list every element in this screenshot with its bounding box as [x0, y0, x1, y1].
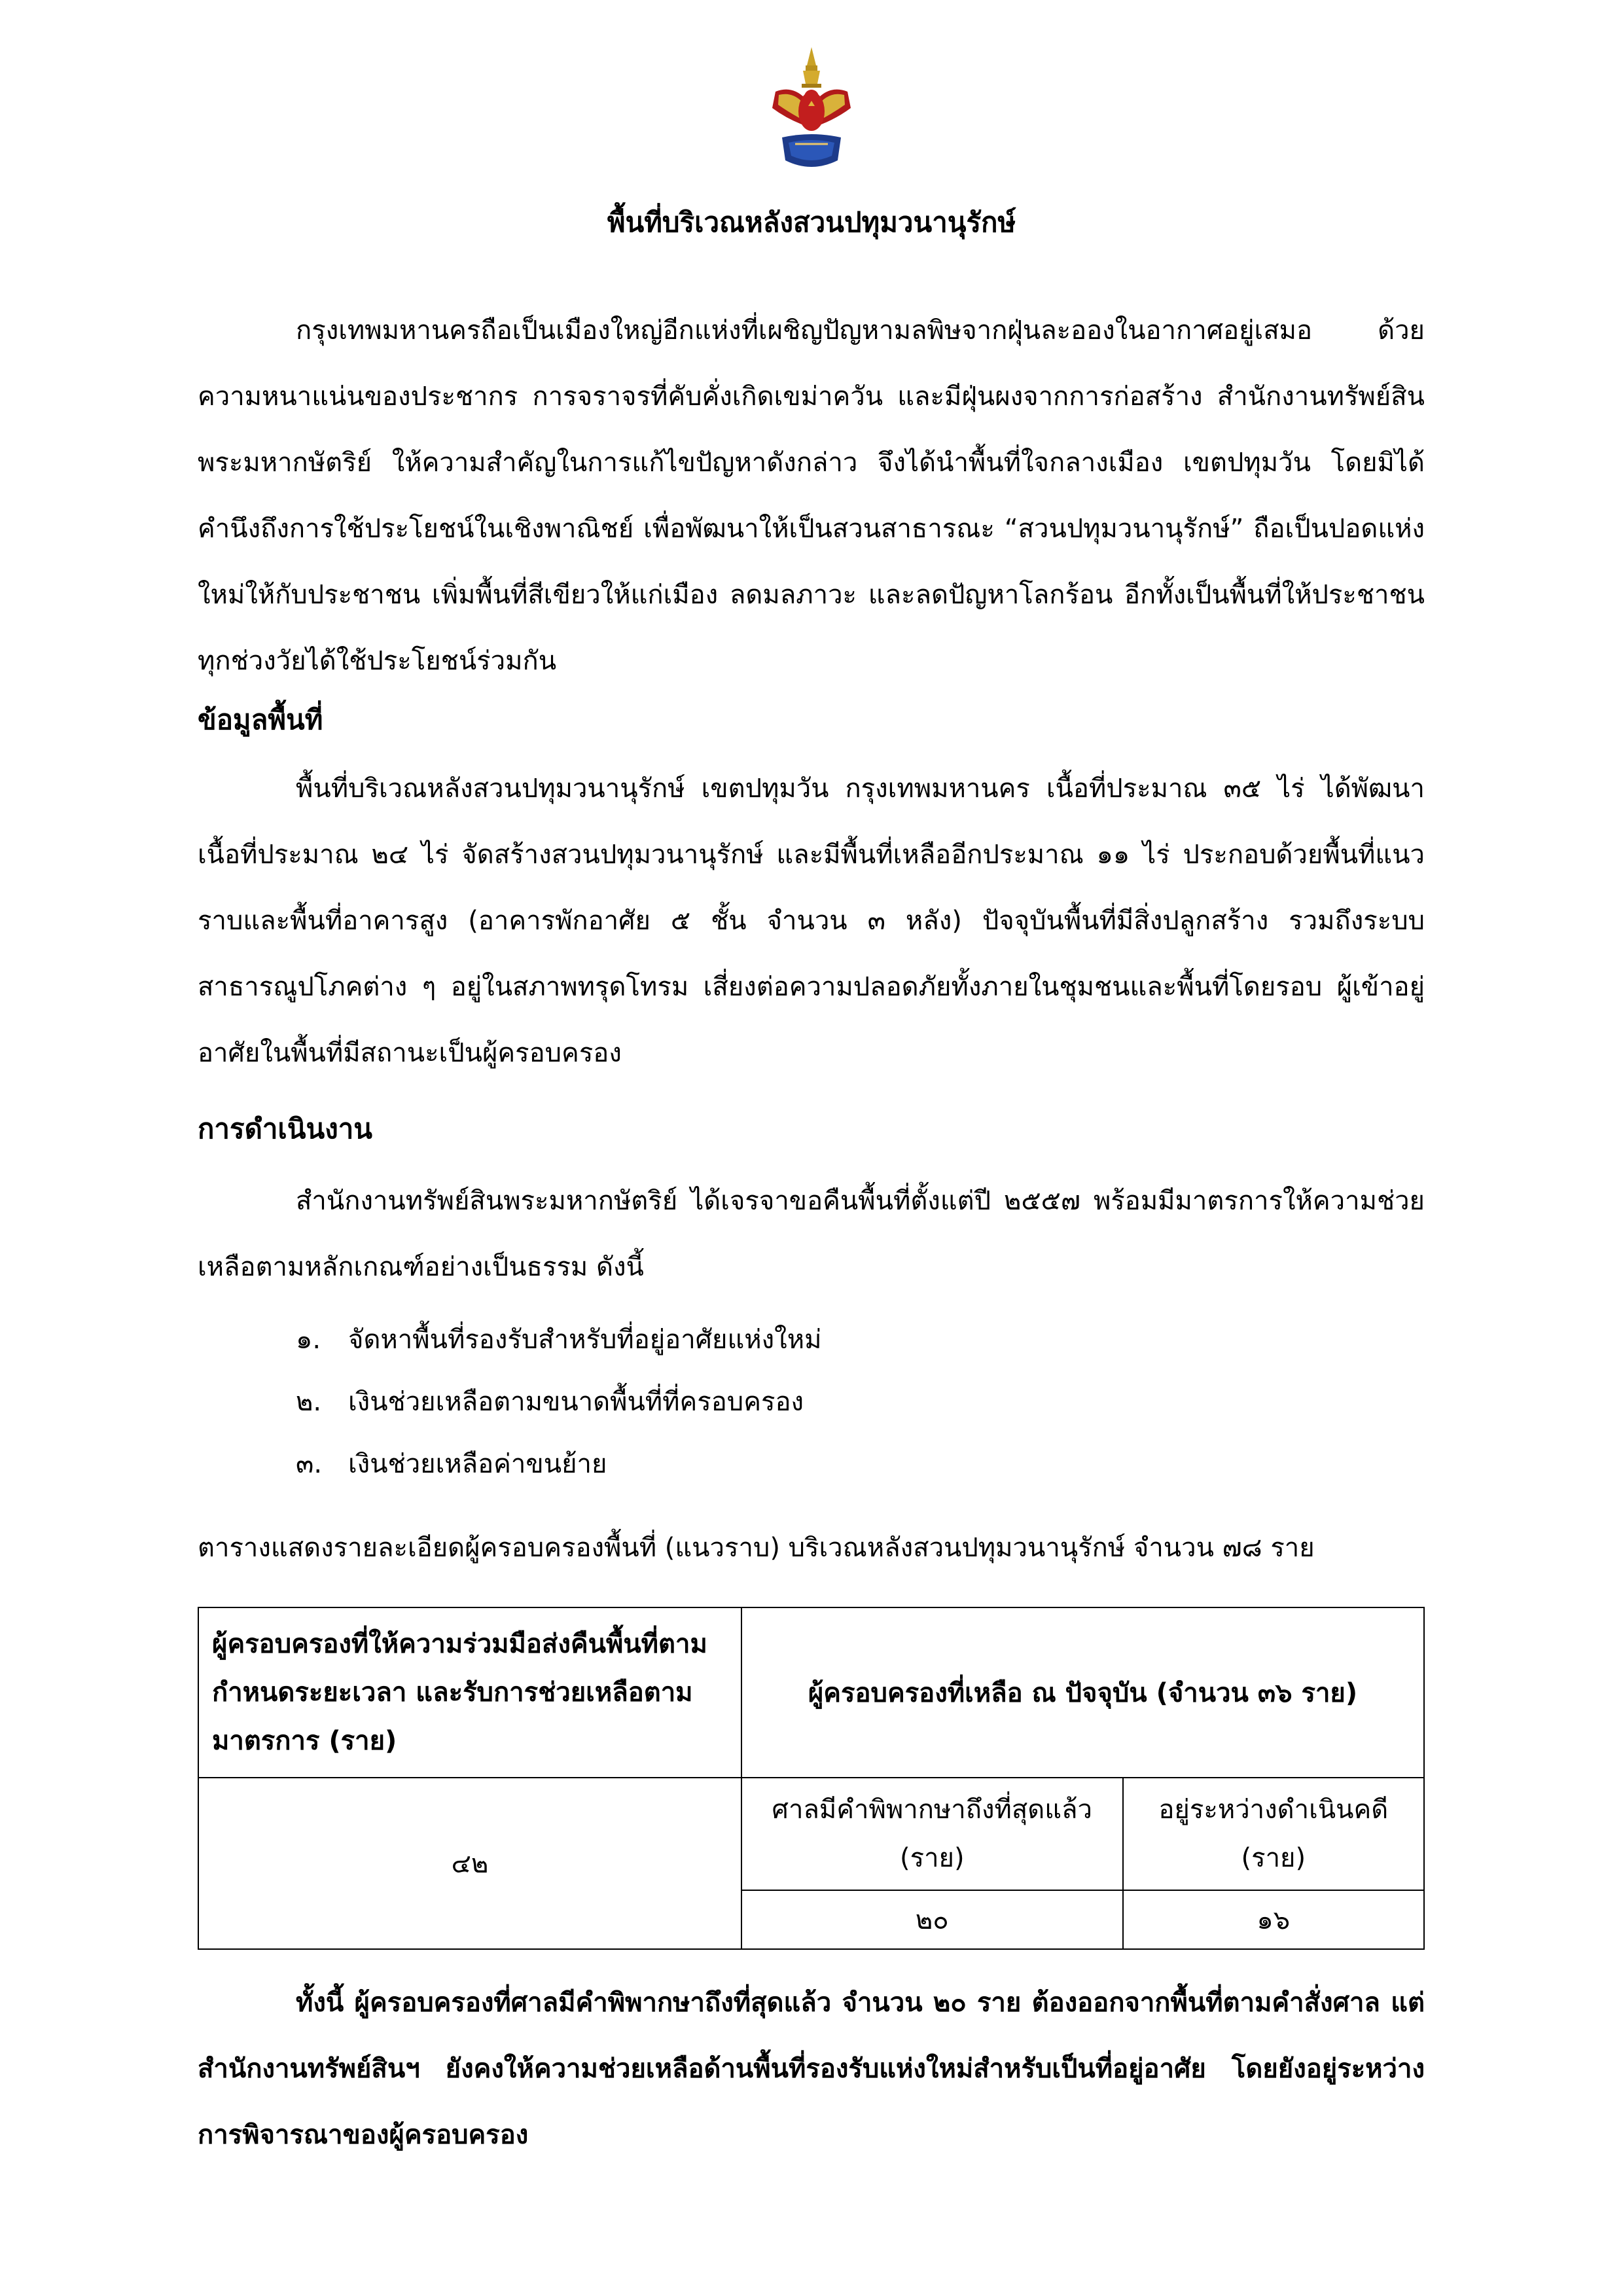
- list-item-number: ๑.: [296, 1325, 321, 1355]
- table-caption: ตารางแสดงรายละเอียดผู้ครอบครองพื้นที่ (แนวราบ) บริเวณหลังสวนปทุมวนานุรักษ์ จำนวน ๗๘ ราย: [198, 1533, 1315, 1563]
- list-item-text: เงินช่วยเหลือค่าขนย้าย: [348, 1449, 607, 1479]
- area-info-body: [198, 756, 1425, 1086]
- list-item: [198, 1433, 1425, 1496]
- royal-garuda-emblem-icon: [762, 46, 861, 177]
- sub2-header: อยู่ระหว่างดำเนินคดี (ราย): [1123, 1778, 1424, 1890]
- col1-header: ผู้ครอบครองที่ให้ความร่วมมือส่งคืนพื้นที่ตามกำหนดระยะเวลา และรับการช่วยเหลือตามมาตรการ (ราย): [198, 1607, 741, 1778]
- measures-list-container: [198, 1309, 1425, 1496]
- sub2-value: ๑๖: [1123, 1890, 1424, 1949]
- col1-value: ๔๒: [198, 1778, 741, 1949]
- area-info-paragraph: พื้นที่บริเวณหลังสวนปทุมวนานุรักษ์ เขตปทุมวัน กรุงเทพมหานคร เนื้อที่ประมาณ ๓๕ ไร่ ได้พัฒนาเนื้อที่ประมาณ ๒๔ ไร่ จัดสร้างสวนปทุมวนานุรักษ์ และมีพื้นที่เหลืออีกประมาณ ๑๑ ไร่ ประกอบด้วยพื้นที่แนวราบและพื้นที่อาคารสูง (อาคารพักอาศัย ๕ ชั้น จำนวน ๓ หลัง) ปัจจุบันพื้นที่มีสิ่งปลูกสร้าง รวมถึงระบบสาธารณูปโภคต่าง ๆ อยู่ในสภาพทรุดโทรม เสี่ยงต่อความปลอดภัยทั้งภายในชุมชนและพื้นที่โดยรอบ ผู้เข้าอยู่อาศัยในพื้นที่มีสถานะเป็นผู้ครอบครอง: [198, 774, 1425, 1068]
- list-item-number: ๒.: [296, 1387, 322, 1417]
- list-item-text: เงินช่วยเหลือตามขนาดพื้นที่ที่ครอบครอง: [348, 1387, 804, 1417]
- closing-paragraph: ทั้งนี้ ผู้ครอบครองที่ศาลมีคำพิพากษาถึงที่สุดแล้ว จำนวน ๒๐ ราย ต้องออกจากพื้นที่ตามคำสั่งศาล แต่สำนักงานทรัพย์สินฯ ยังคงให้ความช่วยเหลือด้านพื้นที่รองรับแห่งใหม่สำหรับเป็นที่อยู่อาศัย โดยยังอยู่ระหว่างการพิจารณาของผู้ครอบครอง: [198, 1988, 1425, 2150]
- closing-section: [198, 1970, 1425, 2168]
- operation-paragraph: สำนักงานทรัพย์สินพระมหากษัตริย์ ได้เจรจาขอคืนพื้นที่ตั้งแต่ปี ๒๕๕๗ พร้อมมีมาตรการให้ความช่วยเหลือตามหลักเกณฑ์อย่างเป็นธรรม ดังนี้: [198, 1186, 1425, 1282]
- list-item: [198, 1309, 1425, 1371]
- intro-section: [198, 298, 1425, 694]
- sub1-value: ๒๐: [741, 1890, 1123, 1949]
- operation-body: [198, 1168, 1425, 1300]
- list-item: [198, 1371, 1425, 1433]
- section-heading-operation: การดำเนินงาน: [198, 1113, 373, 1145]
- operation-section: [198, 1109, 1425, 1149]
- col2-header: ผู้ครอบครองที่เหลือ ณ ปัจจุบัน (จำนวน ๓๖ ราย): [741, 1607, 1424, 1778]
- list-item-number: ๓.: [296, 1449, 323, 1479]
- table-row: [198, 1778, 1424, 1890]
- section-heading-area-info: ข้อมูลพื้นที่: [198, 704, 323, 736]
- sub1-header: ศาลมีคำพิพากษาถึงที่สุดแล้ว (ราย): [741, 1778, 1123, 1890]
- table-caption-container: [198, 1528, 1425, 1568]
- measures-list: [198, 1309, 1425, 1496]
- table-row: [198, 1607, 1424, 1778]
- intro-paragraph: กรุงเทพมหานครถือเป็นเมืองใหญ่อีกแห่งที่เผชิญปัญหามลพิษจากฝุ่นละอองในอากาศอยู่เสมอ ด้วยความหนาแน่นของประชากร การจราจรที่คับคั่งเกิดเขม่าควัน และมีฝุ่นผงจากการก่อสร้าง สำนักงานทรัพย์สินพระมหากษัตริย์ ให้ความสำคัญในการแก้ไขปัญหาดังกล่าว จึงได้นำพื้นที่ใจกลางเมือง เขตปทุมวัน โดยมิได้คำนึงถึงการใช้ประโยชน์ในเชิงพาณิชย์ เพื่อพัฒนาให้เป็นสวนสาธารณะ “สวนปทุมวนานุรักษ์” ถือเป็นปอดแห่งใหม่ให้กับประชาชน เพิ่มพื้นที่สีเขียวให้แก่เมือง ลดมลภาวะ และลดปัญหาโลกร้อน อีกทั้งเป็นพื้นที่ให้ประชาชนทุกช่วงวัยได้ใช้ประโยชน์ร่วมกัน: [198, 315, 1425, 676]
- document-title: พื้นที่บริเวณหลังสวนปทุมวนานุรักษ์: [607, 206, 1016, 238]
- area-info-section: [198, 700, 1425, 740]
- occupants-table: [198, 1607, 1425, 1950]
- list-item-text: จัดหาพื้นที่รองรับสำหรับที่อยู่อาศัยแห่งใหม่: [348, 1325, 822, 1355]
